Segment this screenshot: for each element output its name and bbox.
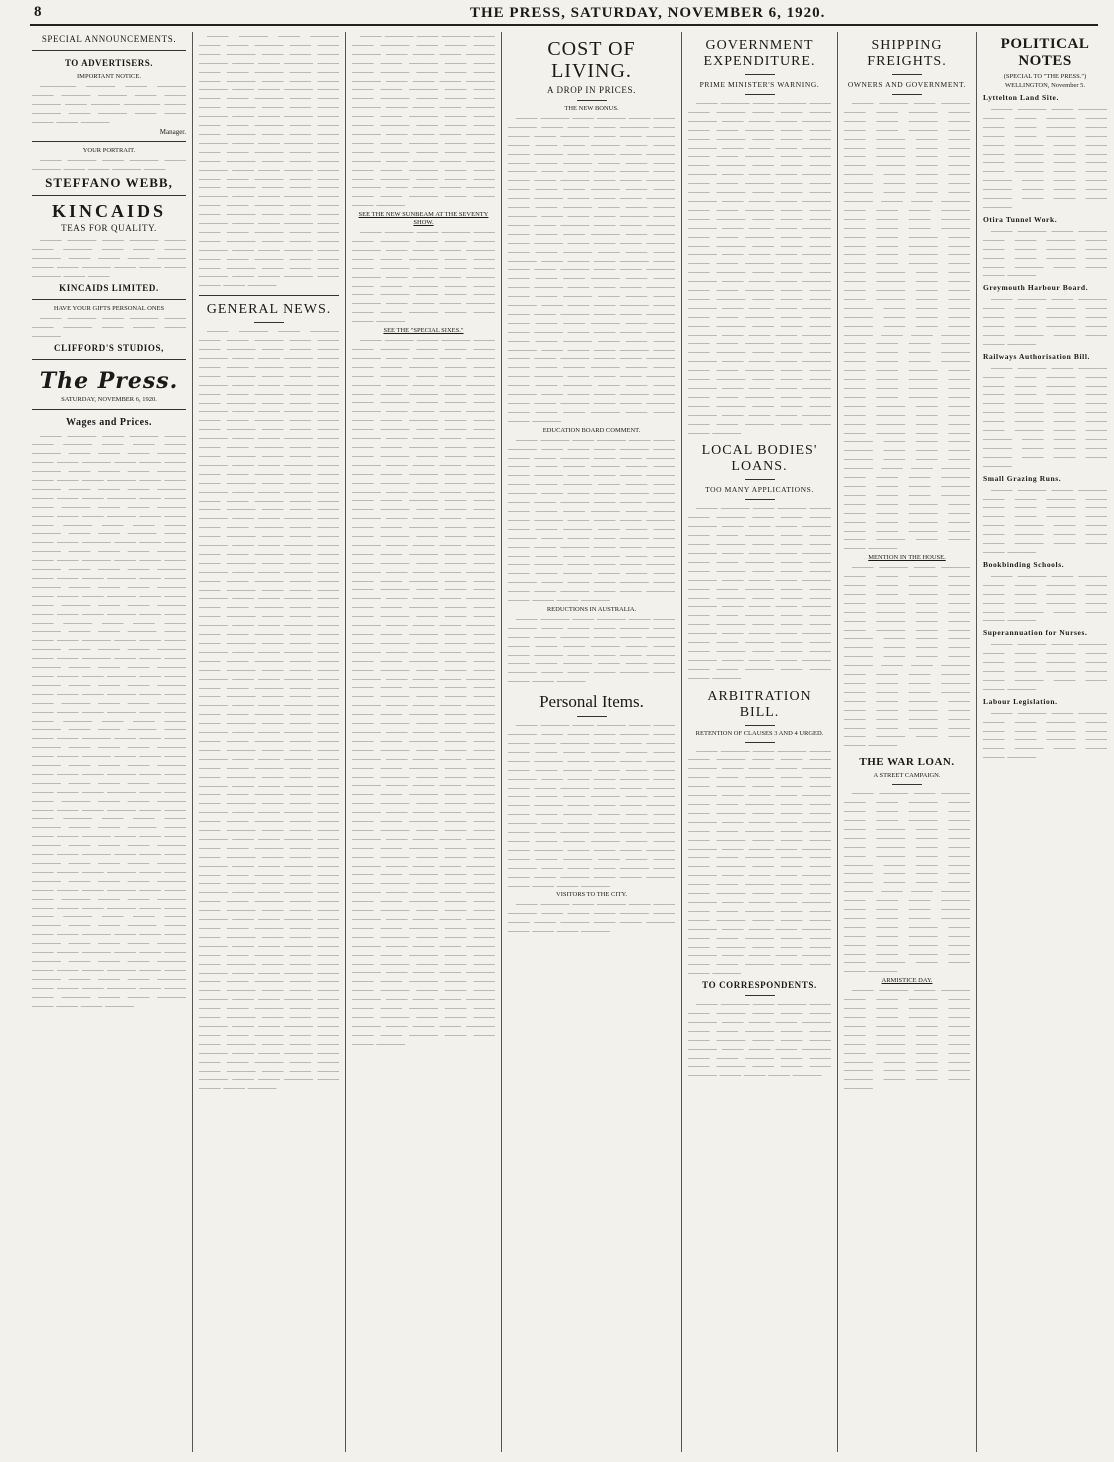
manager-signature: Manager. [159,127,186,136]
paper-nameplate: The Press. [39,367,179,394]
paper-date: SATURDAY, NOVEMBER 6, 1920. [61,395,157,403]
column-5: GOVERNMENT EXPENDITURE. PRIME MINISTER'S WARNING. ——— ———— ——— ———— ——— ——— ———— ——— ——— ——— ———— ——— ——— ——— ———— ——— ——— ———— ——— ——— ——— ———— ——— ——— ——— ———— ——— ——— ——— ———— ——— ——— ———— ——— ——— ——— ———— ——— ——— ——— ———— ——— ——— ——— ———— ——— ——— ———— ——— ——— ——— ———— ——— ——— ——— ———— ——— ——— ——— ———— ——— ——— ———— ——— ——— ——— ———— ——— ——— ——— ———— ——— ——— ——— ———— ——— ——— ———— ——— ——— ——— ———— ——— ——— ——— ———— ——— ——— ——— ———— ——— ——— ———— ——— ——— ——— ———— ——— ——— ——— ———— ——— ——— ——— ———— ——— ——— ———— ——— ——— ——— ———— ——— ——— ——— ———— ——— ——— ——— ———— ——— ——— ———— ——— ——— ——— ———— ——— ——— ——— ———— ——— ——— ——— ———— ——— ——— ———— ——— ——— ——— ———— ——— ——— ——— ———— ——— ——— ——— ———— ——— ——— ———— ——— ——— ——— ———— ——— ——— ——— ———— ——— ——— ——— ———— ——— ——— ———— ——— ——— ——— ———— ——— ——— ——— ———— ——— ——— ——— ———— ——— ——— ———— ——— ——— ——— ———— LOCAL BODIES' LOANS. TOO MANY APPLICATIONS. ——— ———— ——— ———— ——— ——— ———— ——— ——— ——— ———— ——— ——— ——— ———— ——— ——— ———— ——— ——— ——— ———— ——— ——— ——— ———— ——— ——— ——— ———— ——— ——— ———— ——— ——— ——— ———— ——— ——— ——— ———— ——— ——— ——— ———— ——— ——— ———— ——— ——— ——— ———— ——— ——— ——— ———— ——— ——— ——— ———— ——— ——— ———— ——— ——— ——— ———— ——— ——— ——— ———— ——— ——— ——— ———— ——— ——— ———— ——— ——— ——— ———— ——— ——— ——— ———— ——— ——— ——— ———— ——— ——— ———— ——— ——— ——— ———— ARBITRATION BILL. RETENTION OF CLAUSES 3 AND 4 URGED. ——— ———— ——— ———— ——— ——— ———— ——— ——— ——— ———— ——— ——— ——— ———— ——— ——— ———— ——— ——— ——— ———— ——— ——— ——— ———— ——— ——— ——— ———— ——— ——— ———— ——— ——— ——— ———— ——— ——— ——— ———— ——— ——— ——— ———— ——— ——— ———— ——— ——— ——— ———— ——— ——— ——— ———— ——— ——— ——— ———— ——— ——— ———— ——— ——— ——— ———— ——— ——— ——— ———— ——— ——— ——— ———— ——— ——— ———— ——— ——— ——— ———— ——— ——— ——— ———— ——— ——— ——— ———— ——— ——— ———— ——— ——— ——— ———— ——— ——— ——— ———— ——— ——— ——— ———— ——— ——— ———— ——— ——— ——— ———— ——— ——— ——— ———— ——— ——— ——— ———— ——— ——— ———— ——— ——— ——— ———— TO CORRESPONDENTS. ——— ———— ——— ———— ——— ——— ———— ——— ——— ——— ———— ——— ——— ——— ———— ——— ——— ———— ——— ——— ——— ———— ——— ——— ——— ———— ——— ——— ——— ———— ——— ——— ———— ——— ——— ——— ———— ——— ——— ——— ———— ——— ——— ——— ———— [688,38,831,1080]
cliffords-studios: CLIFFORD'S STUDIOS, [54,342,164,353]
column-rule [976,32,977,1452]
section-heading: Small Grazing Runs. [983,473,1062,483]
political-notes-credit: (SPECIAL TO "THE PRESS.") [1003,73,1087,80]
section-heading: Greymouth Harbour Board. [983,283,1089,293]
reductions-heading: REDUCTIONS IN AUSTRALIA. [546,605,637,613]
local-bodies-subheading: TOO MANY APPLICATIONS. [705,485,814,495]
advertisers-subheading: IMPORTANT NOTICE. [77,73,141,80]
education-comment-heading: EDUCATION BOARD COMMENT. [542,426,641,434]
column-4: COST OF LIVING. A DROP IN PRICES. THE NEW BONUS. ——— ———— ——— ———— ——— ——— ———— ——— ——— ——— ———— ——— ——— ——— ———— ——— ——— ———— ——— ——— ——— ———— ——— ——— ——— ———— ——— ——— ——— ———— ——— ——— ———— ——— ——— ——— ———— ——— ——— ——— ———— ——— ——— ——— ———— ——— ——— ———— ——— ——— ——— ———— ——— ——— ——— ———— ——— ——— ——— ———— ——— ——— ———— ——— ——— ——— ———— ——— ——— ——— ———— ——— ——— ——— ———— ——— ——— ———— ——— ——— ——— ———— ——— ——— ——— ———— ——— ——— ——— ———— ——— ——— ———— ——— ——— ——— ———— ——— ——— ——— ———— ——— ——— ——— ———— ——— ——— ———— ——— ——— ——— ———— ——— ——— ——— ———— ——— ——— ——— ———— ——— ——— ———— ——— ——— ——— ———— ——— ——— ——— ———— ——— ——— ——— ———— ——— ——— ———— ——— ——— ——— ———— ——— ——— ——— ———— ——— ——— ——— ———— ——— ——— ———— ——— ——— ——— ———— ——— ——— ——— ———— ——— ——— ——— ———— ——— ——— ———— ——— ——— ——— ———— ——— ——— ——— ———— ——— ——— ——— ———— ——— ——— ———— ——— ——— ——— ———— ——— ——— ——— ———— ——— ——— ——— ———— ——— ——— ———— ——— ——— ——— ———— ——— ——— ——— ———— EDUCATION BOARD COMMENT. ——— ———— ——— ———— ——— ——— ———— ——— ——— ——— ———— ——— ——— ——— ———— ——— ——— ———— ——— ——— ——— ———— ——— ——— ——— ———— ——— ——— ——— ———— ——— ——— ———— ——— ——— ——— ———— ——— ——— ——— ———— ——— ——— ——— ———— ——— ——— ———— ——— ——— ——— ———— ——— ——— ——— ———— ——— ——— ——— ———— ——— ——— ———— ——— ——— ——— ———— ——— ——— ——— ———— ——— ——— ——— ———— ——— ——— ———— ——— ——— ——— ———— ——— ——— ——— ———— ——— ——— ——— ———— ——— ——— ———— ——— ——— ——— ———— ——— ——— ——— ———— ——— ——— ——— ———— ——— ——— ———— ——— ——— ——— ———— REDUCTIONS IN AUSTRALIA. ——— ———— ——— ———— ——— ——— ———— ——— ——— ——— ———— ——— ——— ——— ———— ——— ——— ———— ——— ——— ——— ———— ——— ——— ——— ———— ——— ——— ——— ———— ——— ——— ———— ——— ——— ——— ———— ——— ——— ——— ———— ——— ——— ——— ———— Personal Items. ——— ———— ——— ———— ——— ——— ———— ——— ——— ——— ———— ——— ——— ——— ———— ——— ——— ———— ——— ——— ——— ———— ——— ——— ——— ———— ——— ——— ——— ———— ——— ——— ———— ——— ——— ——— ———— ——— ——— ——— ———— ——— ——— ——— ———— ——— ——— ———— ——— ——— ——— ———— ——— ——— ——— ———— ——— ——— ——— ———— ——— ——— ———— ——— ——— ——— ———— ——— ——— ——— ———— ——— ——— ——— ———— ——— ——— ———— ——— ——— ——— ———— ——— ——— ——— ———— ——— ——— ——— ———— ——— ——— ———— ——— ——— ——— ———— ——— ——— ——— ———— ——— ——— ——— ———— ——— ——— ———— ——— ——— ——— ———— VISITORS TO THE CITY. ——— ———— ——— ———— ——— ——— ———— ——— ——— ——— ———— ——— ——— ——— ———— ——— ——— ———— ——— ——— ——— ———— [508,38,675,936]
general-news-heading: GENERAL NEWS. [206,302,332,318]
section-heading: Bookbinding Schools. [983,559,1065,569]
column-rule [345,32,346,1452]
section-heading: Otira Tunnel Work. [983,214,1058,224]
editorial-heading: Wages and Prices. [66,416,152,428]
govt-expenditure-subheading: PRIME MINISTER'S WARNING. [699,80,820,89]
portrait-heading: YOUR PORTRAIT. [82,147,136,155]
column-2: ——— ———— ——— ———— ——— ——— ———— ——— ——— ——— ———— ——— ——— ——— ———— ——— ——— ———— ——— ——— ——— ———— ——— ——— ——— ———— ——— ——— ——— ———— ——— ——— ———— ——— ——— ——— ———— ——— ——— ——— ———— ——— ——— ——— ———— ——— ——— ———— ——— ——— ——— ———— ——— ——— ——— ———— ——— ——— ——— ———— ——— ——— ———— ——— ——— ——— ———— ——— ——— ——— ———— ——— ——— ——— ———— ——— ——— ———— ——— ——— ——— ———— ——— ——— ——— ———— ——— ——— ——— ———— ——— ——— ———— ——— ——— ——— ———— ——— ——— ——— ———— ——— ——— ——— ———— ——— ——— ———— ——— ——— ——— ———— ——— ——— ——— ———— ——— ——— ——— ———— ——— ——— ———— ——— ——— ——— ———— ——— ——— ——— ———— ——— ——— ——— ———— ——— ——— ———— ——— ——— ——— ———— GENERAL NEWS. ——— ———— ——— ———— ——— ——— ———— ——— ——— ——— ———— ——— ——— ——— ———— ——— ——— ———— ——— ——— ——— ———— ——— ——— ——— ———— ——— ——— ——— ———— ——— ——— ———— ——— ——— ——— ———— ——— ——— ——— ———— ——— ——— ——— ———— ——— ——— ———— ——— ——— ——— ———— ——— ——— ——— ———— ——— ——— ——— ———— ——— ——— ———— ——— ——— ——— ———— ——— ——— ——— ———— ——— ——— ——— ———— ——— ——— ———— ——— ——— ——— ———— ——— ——— ——— ———— ——— ——— ——— ———— ——— ——— ———— ——— ——— ——— ———— ——— ——— ——— ———— ——— ——— ——— ———— ——— ——— ———— ——— ——— ——— ———— ——— ——— ——— ———— ——— ——— ——— ———— ——— ——— ———— ——— ——— ——— ———— ——— ——— ——— ———— ——— ——— ——— ———— ——— ——— ———— ——— ——— ——— ———— ——— ——— ——— ———— ——— ——— ——— ———— ——— ——— ———— ——— ——— ——— ———— ——— ——— ——— ———— ——— ——— ——— ———— ——— ——— ———— ——— ——— ——— ———— ——— ——— ——— ———— ——— ——— ——— ———— ——— ——— ———— ——— ——— ——— ———— ——— ——— ——— ———— ——— ——— ——— ———— ——— ——— ———— ——— ——— ——— ———— ——— ——— ——— ———— ——— ——— ——— ———— ——— ——— ———— ——— ——— ——— ———— ——— ——— ——— ———— ——— ——— ——— ———— ——— ——— ———— ——— ——— ——— ———— ——— ——— ——— ———— ——— ——— ——— ———— ——— ——— ———— ——— ——— ——— ———— ——— ——— ——— ———— ——— ——— ——— ———— ——— ——— ———— ——— ——— ——— ———— ——— ——— ——— ———— ——— ——— ——— ———— ——— ——— ———— ——— ——— ——— ———— ——— ——— ——— ———— ——— ——— ——— ———— ——— ——— ———— ——— ——— ——— ———— ——— ——— ——— ———— ——— ——— ——— ———— ——— ——— ———— ——— ——— ——— ———— ——— ——— ——— ———— ——— ——— ——— ———— ——— ——— ———— ——— ——— ——— ———— ——— ——— ——— ———— ——— ——— ——— ———— ——— ——— ———— ——— ——— ——— ———— ——— ——— ——— ———— ——— ——— ——— ———— ——— ——— ———— ——— ——— ——— ———— ——— ——— ——— ———— ——— ——— ——— ———— ——— ——— ———— ——— ——— ——— ———— ——— ——— ——— ———— ——— ——— ——— ———— ——— ——— ———— ——— ——— ——— ———— ——— ——— ——— ———— ——— ——— ——— ———— ——— ——— ———— ——— ——— ——— ———— ——— ——— ——— ———— ——— ——— ——— ———— ——— ——— ———— ——— ——— ——— ———— ——— ——— ——— ———— ——— ——— ——— ———— ——— ——— ———— ——— ——— ——— ———— [199,32,339,1093]
arbitration-heading: ARBITRATION BILL. [707,688,812,720]
war-loan-heading: THE WAR LOAN. [859,756,955,769]
personal-items-heading: Personal Items. [539,692,644,712]
column-rule [501,32,502,1452]
correspondents-heading: TO CORRESPONDENTS. [702,980,817,991]
column-rule [192,32,193,1452]
advertisers-heading: TO ADVERTISERS. [64,58,154,68]
section-heading: Lyttelton Land Site. [983,93,1059,102]
cost-of-living-subheading: A DROP IN PRICES. [547,85,636,95]
govt-expenditure-heading: GOVERNMENT EXPENDITURE. [703,38,816,69]
page-number: 8 [34,4,42,20]
political-notes-dateline: WELLINGTON, November 5. [1004,82,1086,89]
arbitration-subheading: RETENTION OF CLAUSES 3 AND 4 URGED. [695,729,824,737]
column-1: SPECIAL ANNOUNCEMENTS. TO ADVERTISERS. IMPORTANT NOTICE. ————— ———— ——— ———— ——— ———— ———— ——— ——— ———— ——— ———— ————— ——— ———— ——— ———— ——— ——— ——— ——— ———— Manager. YOUR PORTRAIT. ——— ———— ——— ———— ——— ———— ——— ——— ———— ——— STEFFANO WEBB, KINCAIDS TEAS FOR QUALITY. ——— ———— ——— ———— ——— ——— ———— ——— ——— ——— ———— ——— ——— ——— ———— ——— ——— ———— ——— ——— ——— ———— ——— ——— KINCAIDS LIMITED. HAVE YOUR GIFTS PERSONAL ONES ——— ———— ——— ———— ——— ——— ———— ——— ——— ——— ———— CLIFFORD'S STUDIOS, The Press. SATURDAY, NOVEMBER 6, 1920. Wages and Prices. ——— ———— ——— ———— ——— ——— ———— ——— ——— ——— ———— ——— ——— ——— ———— ——— ——— ———— ——— ——— ——— ———— ——— ——— ——— ———— ——— ——— ——— ———— ——— ——— ———— ——— ——— ——— ———— ——— ——— ——— ———— ——— ——— ——— ———— ——— ——— ———— ——— ——— ——— ———— ——— ——— ——— ———— ——— ——— ——— ———— ——— ——— ———— ——— ——— ——— ———— ——— ——— ——— ———— ——— ——— ——— ———— ——— ——— ———— ——— ——— ——— ———— ——— ——— ——— ———— ——— ——— ——— ———— ——— ——— ———— ——— ——— ——— ———— ——— ——— ——— ———— ——— ——— ——— ———— ——— ——— ———— ——— ——— ——— ———— ——— ——— ——— ———— ——— ——— ——— ———— ——— ——— ———— ——— ——— ——— ———— ——— ——— ——— ———— ——— ——— ——— ———— ——— ——— ———— ——— ——— ——— ———— ——— ——— ——— ———— ——— ——— ——— ———— ——— ——— ———— ——— ——— ——— ———— ——— ——— ——— ———— ——— ——— ——— ———— ——— ——— ———— ——— ——— ——— ———— ——— ——— ——— ———— ——— ——— ——— ———— ——— ——— ———— ——— ——— ——— ———— ——— ——— ——— ———— ——— ——— ——— ———— ——— ——— ———— ——— ——— ——— ———— ——— ——— ——— ———— ——— ——— ——— ———— ——— ——— ———— ——— ——— ——— ———— ——— ——— ——— ———— ——— ——— ——— ———— ——— ——— ———— ——— ——— ——— ———— ——— ——— ——— ———— ——— ——— ——— ———— ——— ——— ———— ——— ——— ——— ———— ——— ——— ——— ———— ——— ——— ——— ———— ——— ——— ———— ——— ——— ——— ———— ——— ——— ——— ———— ——— ——— ——— ———— ——— ——— ———— ——— ——— ——— ———— ——— ——— ——— ———— ——— ——— ——— ———— ——— ——— ———— ——— ——— ——— ———— ——— ——— ——— ———— ——— ——— ——— ———— ——— ——— ———— ——— ——— ——— ———— ——— ——— ——— ———— ——— ——— ——— ———— ——— ——— ———— ——— ——— ——— ———— ——— ——— ——— ———— ——— ——— ——— ———— ——— ——— ———— ——— ——— ——— ———— ——— ——— ——— ———— ——— ——— ——— ———— ——— ——— ———— ——— ——— ——— ———— [32,34,186,1010]
sunbeam-heading: SEE THE NEW SUNBEAM AT THE SEVENTY SHOW. [358,211,489,227]
local-bodies-heading: LOCAL BODIES' LOANS. [701,443,818,475]
section-heading: Railways Authorisation Bill. [983,351,1091,361]
masthead [30,2,1098,26]
kincaids-ltd: KINCAIDS LIMITED. [59,282,159,293]
shipping-freights-subheading: OWNERS AND GOVERNMENT. [847,80,967,89]
column-rule [681,32,682,1452]
visitors-heading: VISITORS TO THE CITY. [556,891,627,899]
mention-in-house-heading: MENTION IN THE HOUSE. [868,554,946,562]
section-heading: Labour Legislation. [983,696,1058,706]
section-heading: Superannuation for Nurses. [983,628,1088,638]
cost-of-living-heading: COST OF LIVING. [547,38,636,82]
armistice-day-heading: ARMISTICE DAY. [881,977,933,985]
kincaids-tagline: TEAS FOR QUALITY. [61,223,157,234]
gifts-line: HAVE YOUR GIFTS PERSONAL ONES [53,304,165,312]
new-bonus-heading: THE NEW BONUS. [564,105,619,112]
column-rule [837,32,838,1452]
shipping-freights-heading: SHIPPING FREIGHTS. [867,38,947,69]
political-notes-heading: POLITICAL NOTES [1000,36,1090,69]
war-loan-subheading: A STREET CAMPAIGN. [873,772,941,780]
column-7: POLITICAL NOTES (SPECIAL TO "THE PRESS.") WELLINGTON, November 5. Lyttelton Land Site. ——— ———— ——— ———— ——— ——— ———— ——— ——— ——— ———— ——— ——— ——— ———— ——— ——— ———— ——— ——— ——— ———— ——— ——— ——— ———— ——— ——— ——— ———— ——— ——— ———— ——— ——— ——— ———— ——— ——— ——— ———— ——— ——— ——— ———— Otira Tunnel Work. ——— ———— ——— ———— ——— ——— ———— ——— ——— ——— ———— ——— ——— ——— ———— ——— ——— ———— ——— ——— ——— ———— Greymouth Harbour Board. ——— ———— ——— ———— ——— ——— ———— ——— ——— ——— ———— ——— ——— ——— ———— ——— ——— ———— ——— ——— ——— ———— Railways Authorisation Bill. ——— ———— ——— ———— ——— ——— ———— ——— ——— ——— ———— ——— ——— ——— ———— ——— ——— ———— ——— ——— ——— ———— ——— ——— ——— ———— ——— ——— ——— ———— ——— ——— ———— ——— ——— ——— ———— ——— ——— ——— ———— ——— ——— ——— ———— Small Grazing Runs. ——— ———— ——— ———— ——— ——— ———— ——— ——— ——— ———— ——— ——— ——— ———— ——— ——— ———— ——— ——— ——— ———— ——— ——— ——— ———— ——— ——— ——— ———— Bookbinding Schools. ——— ———— ——— ———— ——— ——— ———— ——— ——— ——— ———— ——— ——— ——— ———— ——— ——— ———— ——— ——— ——— ———— Superannuation for Nurses. ——— ———— ——— ———— ——— ——— ———— ——— ——— ——— ———— ——— ——— ——— ———— ——— ——— ———— ——— ——— ——— ———— Labour Legislation. ——— ———— ——— ———— ——— ——— ———— ——— ——— ——— ———— ——— ——— ——— ———— ——— ——— ———— ——— ——— ——— ———— [983,36,1107,762]
column-3: ——— ———— ——— ———— ——— ——— ———— ——— ——— ——— ———— ——— ——— ——— ———— ——— ——— ———— ——— ——— ——— ———— ——— ——— ——— ———— ——— ——— ——— ———— ——— ——— ———— ——— ——— ——— ———— ——— ——— ——— ———— ——— ——— ——— ———— ——— ——— ———— ——— ——— ——— ———— ——— ——— ——— ———— ——— ——— ——— ———— ——— ——— ———— ——— ——— ——— ———— ——— ——— ——— ———— ——— ——— ——— ———— ——— ——— ———— ——— ——— ——— ———— ——— ——— ——— ———— ——— ——— ——— ———— ——— ——— ———— ——— ——— ——— ———— SEE THE NEW SUNBEAM AT THE SEVENTY SHOW. ——— ———— ——— ———— ——— ——— ———— ——— ——— ——— ———— ——— ——— ——— ———— ——— ——— ———— ——— ——— ——— ———— ——— ——— ——— ———— ——— ——— ——— ———— ——— ——— ———— ——— ——— ——— ———— ——— ——— ——— ———— ——— ——— ——— ———— ——— ——— ———— ——— ——— ——— ———— SEE THE "SPECIAL SIXES." ——— ———— ——— ———— ——— ——— ———— ——— ——— ——— ———— ——— ——— ——— ———— ——— ——— ———— ——— ——— ——— ———— ——— ——— ——— ———— ——— ——— ——— ———— ——— ——— ———— ——— ——— ——— ———— ——— ——— ——— ———— ——— ——— ——— ———— ——— ——— ———— ——— ——— ——— ———— ——— ——— ——— ———— ——— ——— ——— ———— ——— ——— ———— ——— ——— ——— ———— ——— ——— ——— ———— ——— ——— ——— ———— ——— ——— ———— ——— ——— ——— ———— ——— ——— ——— ———— ——— ——— ——— ———— ——— ——— ———— ——— ——— ——— ———— ——— ——— ——— ———— ——— ——— ——— ———— ——— ——— ———— ——— ——— ——— ———— ——— ——— ——— ———— ——— ——— ——— ———— ——— ——— ———— ——— ——— ——— ———— ——— ——— ——— ———— ——— ——— ——— ———— ——— ——— ———— ——— ——— ——— ———— ——— ——— ——— ———— ——— ——— ——— ———— ——— ——— ———— ——— ——— ——— ———— ——— ——— ——— ———— ——— ——— ——— ———— ——— ——— ———— ——— ——— ——— ———— ——— ——— ——— ———— ——— ——— ——— ———— ——— ——— ———— ——— ——— ——— ———— ——— ——— ——— ———— ——— ——— ——— ———— ——— ——— ———— ——— ——— ——— ———— ——— ——— ——— ———— ——— ——— ——— ———— ——— ——— ———— ——— ——— ——— ———— ——— ——— ——— ———— ——— ——— ——— ———— ——— ——— ———— ——— ——— ——— ———— ——— ——— ——— ———— ——— ——— ——— ———— ——— ——— ———— ——— ——— ——— ———— ——— ——— ——— ———— ——— ——— ——— ———— ——— ——— ———— ——— ——— ——— ———— ——— ——— ——— ———— ——— ——— ——— ———— ——— ——— ———— ——— ——— ——— ———— ——— ——— ——— ———— ——— ——— ——— ———— ——— ——— ———— ——— ——— ——— ———— ——— ——— ——— ———— ——— ——— ——— ———— ——— ——— ———— ——— ——— ——— ———— ——— ——— ——— ———— ——— ——— ——— ———— ——— ——— ———— ——— ——— ——— ———— ——— ——— ——— ———— ——— ——— ——— ———— ——— ——— ———— ——— ——— ——— ———— ——— ——— ——— ———— ——— ——— ——— ———— ——— ——— ———— ——— ——— ——— ———— ——— ——— ——— ———— ——— ——— ——— ———— ——— ——— ———— ——— ——— ——— ———— ——— ——— ——— ———— ——— ——— ——— ———— ——— ——— ———— ——— ——— ——— ———— ——— ——— ——— ———— ——— ——— ——— ———— ——— ——— ———— ——— ——— ——— ———— [352,32,495,1048]
special-sixes-heading: SEE THE "SPECIAL SIXES." [383,327,464,335]
announcements-heading: SPECIAL ANNOUNCEMENTS. [41,34,177,44]
kincaids-brand: KINCAIDS [51,201,167,222]
column-6: SHIPPING FREIGHTS. OWNERS AND GOVERNMENT. ——— ———— ——— ———— ——— ——— ———— ——— ——— ——— ———— ——— ——— ——— ———— ——— ——— ———— ——— ——— ——— ———— ——— ——— ——— ———— ——— ——— ——— ———— ——— ——— ———— ——— ——— ——— ———— ——— ——— ——— ———— ——— ——— ——— ———— ——— ——— ———— ——— ——— ——— ———— ——— ——— ——— ———— ——— ——— ——— ———— ——— ——— ———— ——— ——— ——— ———— ——— ——— ——— ———— ——— ——— ——— ———— ——— ——— ———— ——— ——— ——— ———— ——— ——— ——— ———— ——— ——— ——— ———— ——— ——— ———— ——— ——— ——— ———— ——— ——— ——— ———— ——— ——— ——— ———— ——— ——— ———— ——— ——— ——— ———— ——— ——— ——— ———— ——— ——— ——— ———— ——— ——— ———— ——— ——— ——— ———— ——— ——— ——— ———— ——— ——— ——— ———— ——— ——— ———— ——— ——— ——— ———— ——— ——— ——— ———— ——— ——— ——— ———— ——— ——— ———— ——— ——— ——— ———— ——— ——— ——— ———— ——— ——— ——— ———— ——— ——— ———— ——— ——— ——— ———— ——— ——— ——— ———— ——— ——— ——— ———— ——— ——— ———— ——— ——— ——— ———— ——— ——— ——— ———— ——— ——— ——— ———— ——— ——— ———— ——— ——— ——— ———— MENTION IN THE HOUSE. ——— ———— ——— ———— ——— ——— ———— ——— ——— ——— ———— ——— ——— ——— ———— ——— ——— ———— ——— ——— ——— ———— ——— ——— ——— ———— ——— ——— ——— ———— ——— ——— ———— ——— ——— ——— ———— ——— ——— ——— ———— ——— ——— ——— ———— ——— ——— ———— ——— ——— ——— ———— ——— ——— ——— ———— ——— ——— ——— ———— ——— ——— ———— ——— ——— ——— ———— ——— ——— ——— ———— ——— ——— ——— ———— ——— ——— ———— ——— ——— ——— ———— THE WAR LOAN. A STREET CAMPAIGN. ——— ———— ——— ———— ——— ——— ———— ——— ——— ——— ———— ——— ——— ——— ———— ——— ——— ———— ——— ——— ——— ———— ——— ——— ——— ———— ——— ——— ——— ———— ——— ——— ———— ——— ——— ——— ———— ——— ——— ——— ———— ——— ——— ——— ———— ——— ——— ———— ——— ——— ——— ———— ——— ——— ——— ———— ——— ——— ——— ———— ——— ——— ———— ——— ——— ——— ———— ——— ——— ——— ———— ——— ——— ——— ———— ——— ——— ———— ——— ——— ——— ———— ARMISTICE DAY. ——— ———— ——— ———— ——— ——— ———— ——— ——— ——— ———— ——— ——— ——— ———— ——— ——— ———— ——— ——— ——— ———— ——— ——— ——— ———— ——— ——— ——— ———— ——— ——— ———— ——— ——— ——— ———— ——— ——— ——— ———— ——— ——— ——— ———— [844,38,970,1093]
photographer-name: STEFFANO WEBB, [45,175,173,191]
masthead-title: THE PRESS, SATURDAY, NOVEMBER 6, 1920. [470,5,826,21]
